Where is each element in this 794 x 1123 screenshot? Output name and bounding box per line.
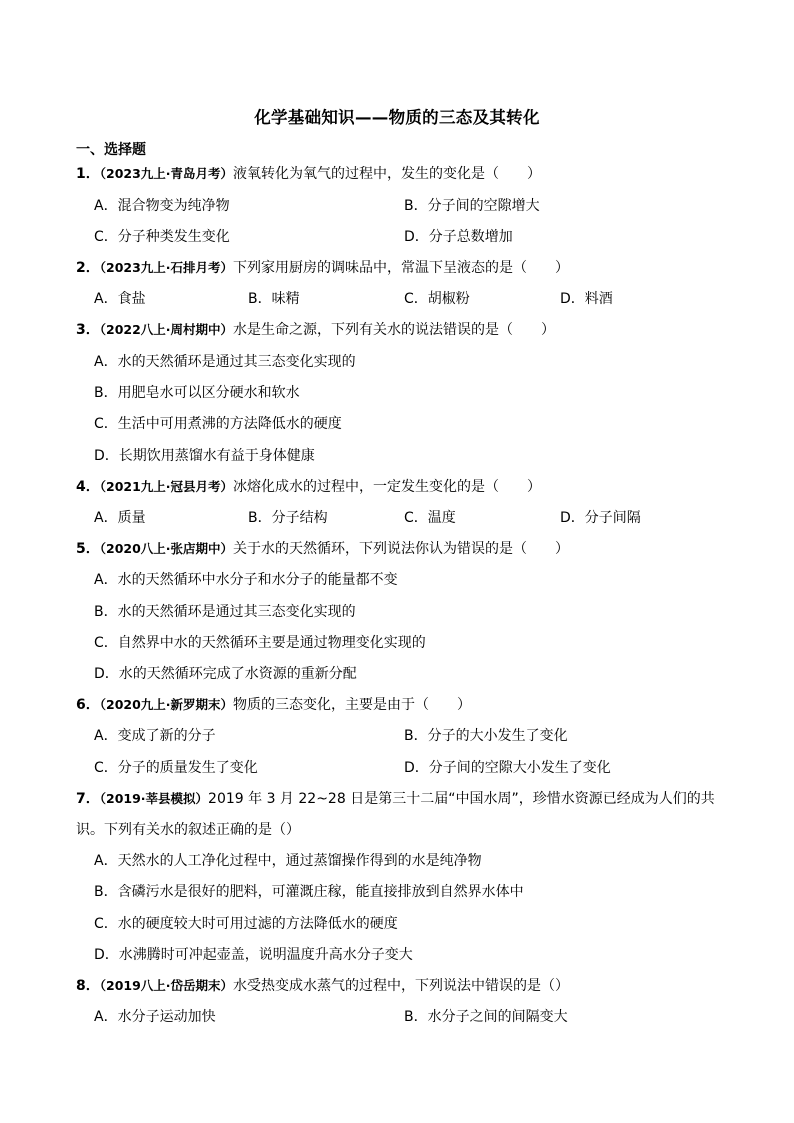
question-source: （2019·莘县模拟） (99, 791, 209, 806)
question-7-option-c: C．水的硬度较大时可用过滤的方法降低水的硬度 (94, 916, 398, 932)
section-heading: 一、选择题 (76, 142, 146, 158)
question-source: （2023九上·青岛月考） (99, 166, 234, 181)
question-3-option-a: A．水的天然循环是通过其三态变化实现的 (94, 354, 356, 370)
question-number: 4． (76, 479, 100, 495)
question-2-option-b: B．味精 (248, 291, 300, 307)
question-text: 水受热变成水蒸气的过程中，下列说法中错误的是（） (233, 978, 570, 994)
question-6-option-b: B．分子的大小发生了变化 (404, 728, 568, 744)
question-4-option-c: C．温度 (404, 510, 456, 526)
question-number: 2． (76, 260, 100, 276)
question-5-option-d: D．水的天然循环完成了水资源的重新分配 (94, 666, 357, 682)
question-number: 5． (76, 541, 100, 557)
question-source: （2023九上·石排月考） (99, 260, 234, 275)
question-5-option-c: C．自然界中水的天然循环主要是通过物理变化实现的 (94, 635, 426, 651)
question-7-option-b: B．含磷污水是很好的肥料，可灌溉庄稼，能直接排放到自然界水体中 (94, 884, 524, 900)
question-1-option-a: A．混合物变为纯净物 (94, 198, 230, 214)
question-6-option-c: C．分子的质量发生了变化 (94, 760, 258, 776)
question-1-stem (76, 165, 541, 183)
question-5-option-b: B．水的天然循环是通过其三态变化实现的 (94, 604, 356, 620)
question-1-option-d: D．分子总数增加 (404, 229, 513, 245)
question-text: 水是生命之源，下列有关水的说法错误的是（ ） (233, 322, 556, 338)
question-2-stem (76, 259, 569, 277)
question-4-option-d: D．分子间隔 (560, 510, 641, 526)
question-3-option-c: C．生活中可用煮沸的方法降低水的硬度 (94, 416, 342, 432)
question-6-option-d: D．分子间的空隙大小发生了变化 (404, 760, 611, 776)
page-title: 化学基础知识——物质的三态及其转化 (254, 108, 540, 127)
question-text: 冰熔化成水的过程中，一定发生变化的是（ ） (233, 479, 542, 495)
question-text: 液氧转化为氧气的过程中，发生的变化是（ ） (233, 166, 542, 182)
question-number: 1． (76, 166, 100, 182)
question-2-option-d: D．料酒 (560, 291, 613, 307)
question-number: 8． (76, 978, 100, 994)
question-6-stem (76, 696, 471, 714)
question-2-option-c: C．胡椒粉 (404, 291, 470, 307)
question-4-option-b: B．分子结构 (248, 510, 328, 526)
question-8-option-a: A．水分子运动加快 (94, 1009, 216, 1025)
question-1-option-b: B．分子间的空隙增大 (404, 198, 540, 214)
question-8-stem (76, 977, 569, 995)
question-source: （2021九上·冠县月考） (99, 479, 234, 494)
question-number: 7． (76, 791, 100, 807)
question-3-option-b: B．用肥皂水可以区分硬水和软水 (94, 385, 300, 401)
question-source: （2020八上·张店期中） (99, 541, 234, 556)
question-source: （2022八上·周村期中） (99, 322, 234, 337)
question-3-option-d: D．长期饮用蒸馏水有益于身体健康 (94, 448, 315, 464)
question-number: 6． (76, 697, 100, 713)
question-4-option-a: A．质量 (94, 510, 146, 526)
question-number: 3． (76, 322, 100, 338)
question-2-option-a: A．食盐 (94, 291, 146, 307)
question-7-option-d: D．水沸腾时可冲起壶盖，说明温度升高水分子变大 (94, 947, 413, 963)
question-1-option-c: C．分子种类发生变化 (94, 229, 230, 245)
question-3-stem (76, 321, 555, 339)
question-8-option-b: B．水分子之间的间隔变大 (404, 1009, 568, 1025)
question-7-option-a: A．天然水的人工净化过程中，通过蒸馏操作得到的水是纯净物 (94, 853, 482, 869)
question-5-stem (76, 540, 569, 558)
question-4-stem (76, 478, 541, 496)
question-7-stem (76, 790, 715, 808)
question-text: 物质的三态变化，主要是由于（ ） (233, 697, 472, 713)
question-6-option-a: A．变成了新的分子 (94, 728, 216, 744)
question-source: （2019八上·岱岳期末） (99, 978, 234, 993)
question-text: 关于水的天然循环，下列说法你认为错误的是（ ） (233, 541, 570, 557)
question-5-option-a: A．水的天然循环中水分子和水分子的能量都不变 (94, 572, 398, 588)
question-7-stem-continued: 识。下列有关水的叙述正确的是（） (76, 822, 300, 838)
question-source: （2020九上·新罗期末） (99, 697, 234, 712)
question-text: 2019 年 3 月 22~28 日是第三十二届“中国水周”，珍惜水资源已经成为人们的共 (208, 791, 715, 807)
question-text: 下列家用厨房的调味品中，常温下呈液态的是（ ） (233, 260, 570, 276)
